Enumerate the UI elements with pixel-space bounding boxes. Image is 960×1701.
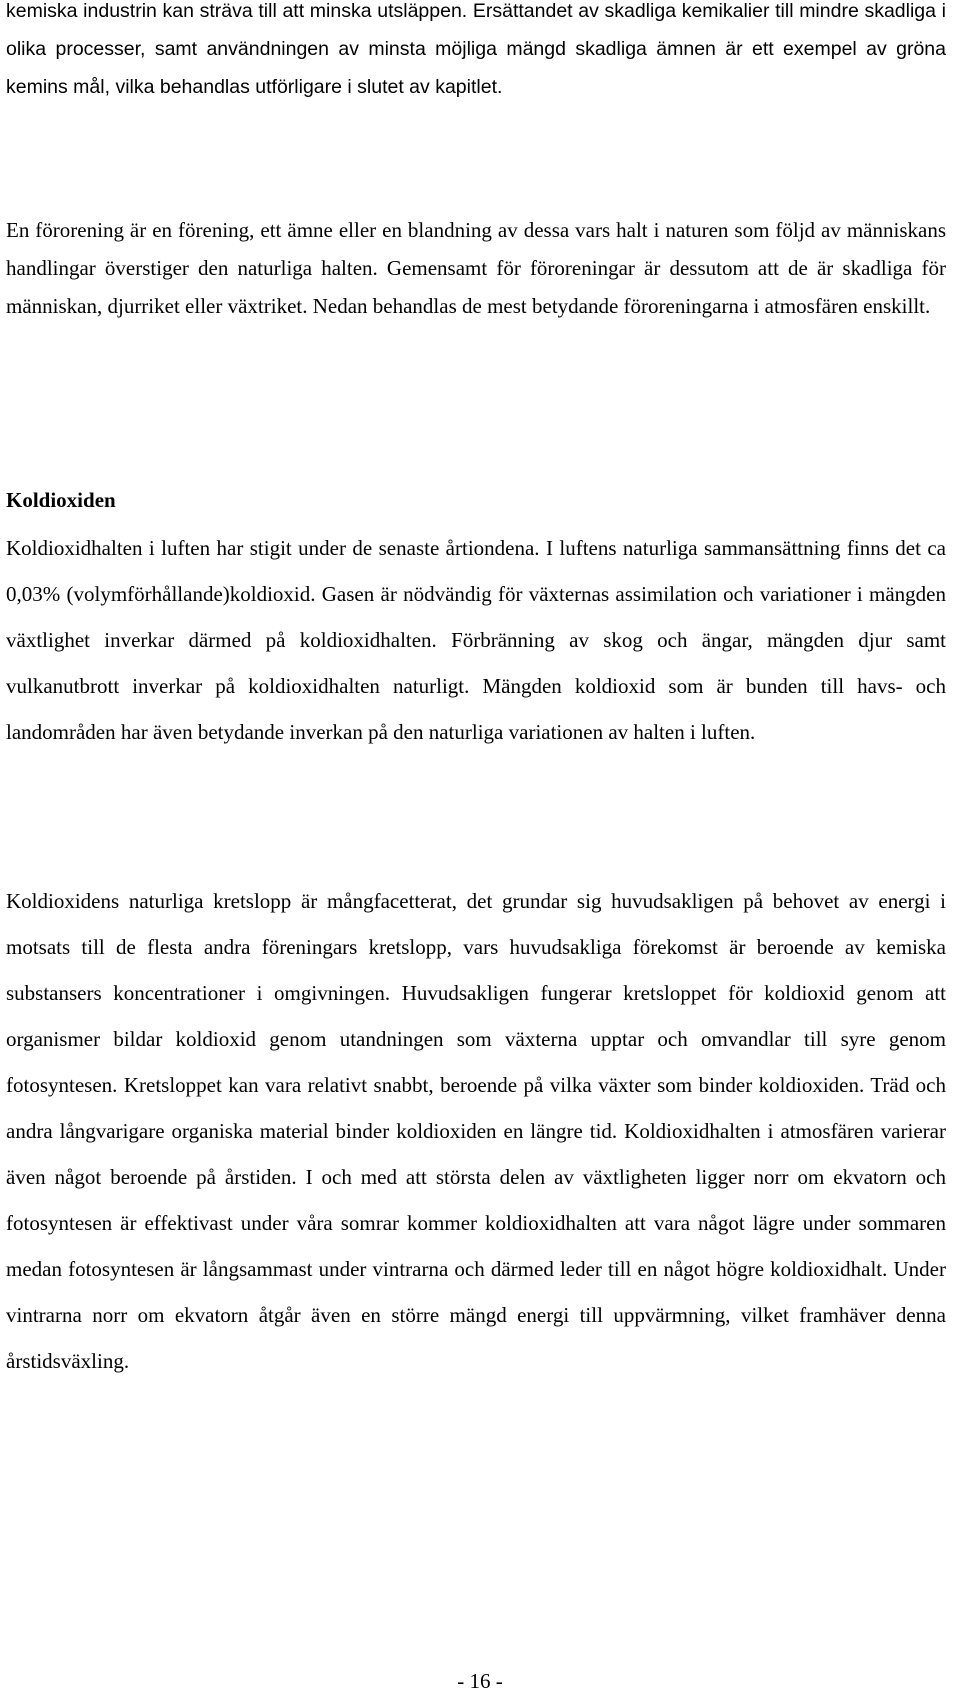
page-number: - 16 -: [457, 1669, 503, 1693]
intro-paragraph-continued: kemiska industrin kan sträva till att minska utsläppen. Ersättandet av skadliga kemikalier till mindre skadliga i olika processer, samt användningen av minsta möjliga mängd skadliga ämnen är ett exempel av gröna kemins mål, vilka behandlas utförligare i slutet av kapitlet.: [6, 0, 946, 98]
co2-paragraph-2: Koldioxidens naturliga kretslopp är mångfacetterat, det grundar sig huvudsakligen på behovet av energi i motsats till de flesta andra föreningars kretslopp, vars huvudsakliga förekomst är beroende av kemiska substansers koncentrationer i omgivningen. Huvudsakligen fungerar kretsloppet för koldioxid genom att organismer bildar koldioxid genom utandningen som växterna upptar och omvandlar till syre genom fotosyntesen. Kretsloppet kan vara relativt snabbt, beroende på vilka växter som binder koldioxiden. Träd och andra långvarigare organiska material binder koldioxiden en längre tid. Koldioxidhalten i atmosfären varierar även något beroende på årstiden. I och med att största delen av växtligheten ligger norr om ekvatorn och fotosyntesen är effektivast under våra somrar kommer koldioxidhalten att vara något lägre under sommaren medan fotosyntesen är långsammast under vintrarna och därmed leder till en något högre koldioxidhalt. Under vintrarna norr om ekvatorn åtgår även en större mängd energi till uppvärmning, vilket framhäver denna årstidsväxling.: [6, 889, 946, 1373]
section-heading: Koldioxiden: [6, 488, 116, 512]
pollution-definition-paragraph: En förorening är en förening, ett ämne eller en blandning av dessa vars halt i naturen som följd av människans handlingar överstiger den naturliga halten. Gemensamt för föroreningar är dessutom att de är skadliga för människan, djurriket eller växtriket. Nedan behandlas de mest betydande föroreningarna i atmosfären enskillt.: [6, 218, 946, 318]
co2-paragraph-1: Koldioxidhalten i luften har stigit under de senaste årtiondena. I luftens naturliga sammansättning finns det ca 0,03% (volymförhållande)koldioxid. Gasen är nödvändig för växternas assimilation och variationer i mängden växtlighet inverkar därmed på koldioxidhalten. Förbränning av skog och ängar, mängden djur samt vulkanutbrott inverkar på koldioxidhalten naturligt. Mängden koldioxid som är bunden till havs- och landområden har även betydande inverkan på den naturliga variationen av halten i luften.: [6, 536, 946, 744]
